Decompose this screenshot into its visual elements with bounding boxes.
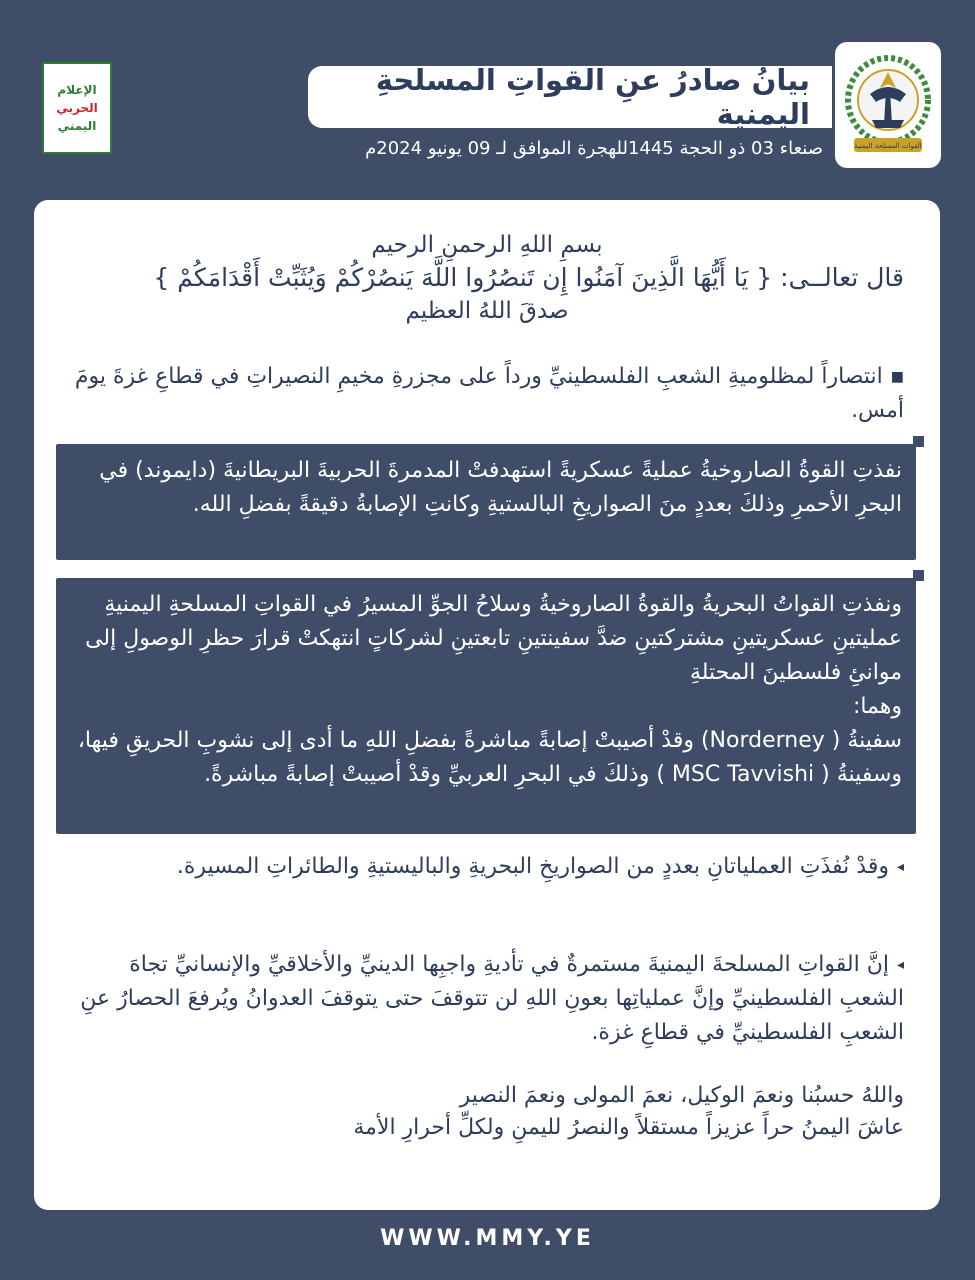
emblem-caption: القوات المسلحة اليمنية (854, 142, 922, 150)
diamond-bullet-icon: ◂ (896, 957, 904, 973)
statement-card (34, 200, 940, 1210)
statement-date: صنعاء 03 ذو الحجة 1445للهجرة الموافق لـ 09 يونيو 2024م (365, 138, 823, 159)
paragraph-intro (74, 360, 904, 428)
square-bullet-icon: ■ (890, 369, 904, 385)
highlight-box-operation-1 (56, 444, 916, 560)
paragraph-operation-2-main: ونفذتِ القواتُ البحريةُ والقوةُ الصاروخيةُ وسلاحُ الجوِّ المسيرُ في القواتِ المسلحةِ اليمنيةِ عمليتينِ عسكريتينِ مشتركتينِ ضدَّ سفينتينِ تابعتينِ لشركاتٍ انتهكتْ قرارَ حظرِ الوصولِ إلى موانئِ فلسطينَ المحتلةِ (85, 592, 902, 685)
armed-forces-emblem-icon (840, 50, 936, 160)
paragraph-commitment (74, 948, 904, 1050)
paragraph-operation-2-ships: سفينةُ ( Norderney) وقدْ أصيبتْ إصابةً مباشرةً بفضلِ اللهِ ما أدى إلى نشوبِ الحريقِ فيها، وسفينةُ ( MSC Tavvishi ) وذلكَ في البحرِ العربيِّ وقدْ أصيبتْ إصابةً مباشرةً. (77, 728, 902, 787)
military-media-logo (42, 62, 112, 154)
website-url: WWW.MMY.YE (380, 1226, 595, 1251)
armed-forces-emblem (835, 42, 941, 168)
quran-verse: قال تعالــى: { يَا أَيُّهَا الَّذِينَ آمَنُوا إِن تَنصُرُوا اللَّهَ يَنصُرْكُمْ وَيُثَبِّتْ أَقْدَامَكُمْ } (153, 263, 904, 292)
paragraph-operation-1: نفذتِ القوةُ الصاروخيةُ عمليةً عسكريةً استهدفتْ المدمرةَ الحربيةَ البريطانيةَ (دايموند) في البحرِ الأحمرِ وذلكَ بعددٍ منَ الصواريخِ البالستيةِ وكانتِ الإصابةُ دقيقةً بفضلِ الله. (99, 458, 902, 517)
closing-line-2: عاشَ اليمنُ حراً عزيزاً مستقلاً والنصرُ لليمنِ ولكلِّ أحرارِ الأمة (353, 1115, 904, 1140)
closing-lines (74, 1080, 904, 1144)
page-title: بيانُ صادرُ عنِ القواتِ المسلحةِ اليمنية (375, 63, 810, 131)
paragraph-weapons (74, 850, 904, 884)
closing-line-1: واللهُ حسبُنا ونعمَ الوكيل، نعمَ المولى ونعمَ النصير (459, 1083, 904, 1108)
paragraph-operation-2-label: وهما: (852, 694, 902, 719)
basmala: بسمِ اللهِ الرحمنِ الرحيم (371, 232, 603, 258)
highlight-box-operation-2 (56, 578, 916, 834)
diamond-bullet-icon: ◂ (896, 859, 904, 875)
logo-line-3: اليمني (57, 119, 97, 133)
title-banner (308, 63, 832, 131)
logo-line-2: الحربي (56, 101, 98, 115)
paragraph-intro-text: انتصاراً لمظلوميةِ الشعبِ الفلسطينيِّ ورداً على مجزرةِ مخيمِ النصيراتِ في قطاعِ غزةَ يومَ أمس. (74, 364, 904, 423)
sadaq-line: صدقَ اللهُ العظيم (405, 298, 569, 324)
paragraph-weapons-text: وقدْ نُفذَتِ العملياتانِ بعددٍ من الصواريخِ البحريةِ والباليستيةِ والطائراتِ المسيرة. (176, 854, 889, 879)
paragraph-operation-2 (70, 588, 902, 792)
logo-line-1: الإعلام (57, 83, 97, 97)
paragraph-commitment-text: إنَّ القواتِ المسلحةَ اليمنيةَ مستمرةٌ في تأديةِ واجبِها الدينيِّ والأخلاقيِّ والإنسانيِّ تجاهَ الشعبِ الفلسطينيِّ وإنَّ عملياتِها بعونِ اللهِ لن تتوقفَ حتى يتوقفَ العدوانُ ويُرفعَ الحصارُ عنِ الشعبِ الفلسطينيِّ في قطاعِ غزة. (80, 952, 904, 1045)
